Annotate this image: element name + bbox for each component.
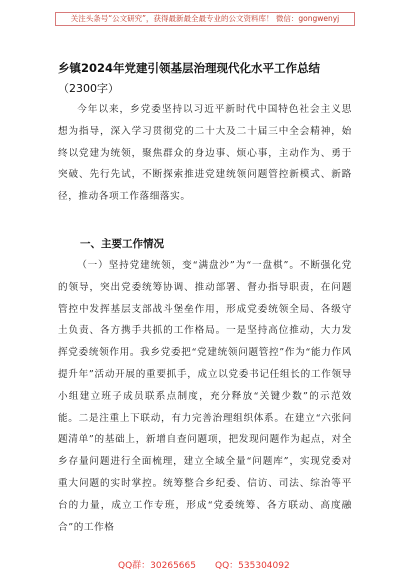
qq-contact-link[interactable]: QQ：535304092 [215, 561, 290, 571]
body-paragraph: （一）坚持党建统领，变“满盘沙”为“一盘棋”。不断强化党的领导，突出党委统筹协调、推动部署、督办指导职责，在问题管控中发挥基层支部战斗堡垒作用，形成党委统领全局、各级守土负责、各方携手共抓的工作格局。一是坚持高位推动，大力发挥党委统领作用。我乡党委把“党建统领问题管控”作为“能力作风提升年”活动开展的重要抓手，成立以党委书记任组长的工作领导小组建立班子成员联系点制度，充分释放“关键少数”的示范效能。二是注重上下联动，有力完善治理组织体系。在建立“六张问题清单”的基础上，新增自查问题项，把发现问题作为起点，对全乡存量问题进行全面梳理，建立全域全量“问题库”，实现党委对重大问题的实时掌控。统筹整合乡纪委、信访、司法、综治等平台的力量，成立工作专班，形成“党委统筹、各方联动、高度融合”的工作格 [58, 260, 352, 533]
document-title: 乡镇2024年党建引领基层治理现代化水平工作总结 [58, 61, 321, 75]
footer-contact [0, 559, 408, 573]
section-heading: 一、主要工作情况 [80, 238, 164, 250]
word-count: （2300字） [58, 82, 119, 95]
intro-paragraph: 今年以来，乡党委坚持以习近平新时代中国特色社会主义思想为指导，深入学习贯彻党的二十大及二十届三中全会精神，始终以党建为统领，聚焦群众的身边事、烦心事，主动作为、勇于突破、先行先试，不断探索推进党建统领问题管控新模式、新路径，推动各项工作落细落实。 [58, 104, 352, 203]
promo-banner [55, 12, 355, 26]
promo-banner-text: 关注头条号“公文研究”，获得最新最全最专业的公文资料库！ 微信：gongwenyj [70, 14, 340, 23]
qq-group-link[interactable]: QQ群：30265665 [118, 561, 196, 571]
